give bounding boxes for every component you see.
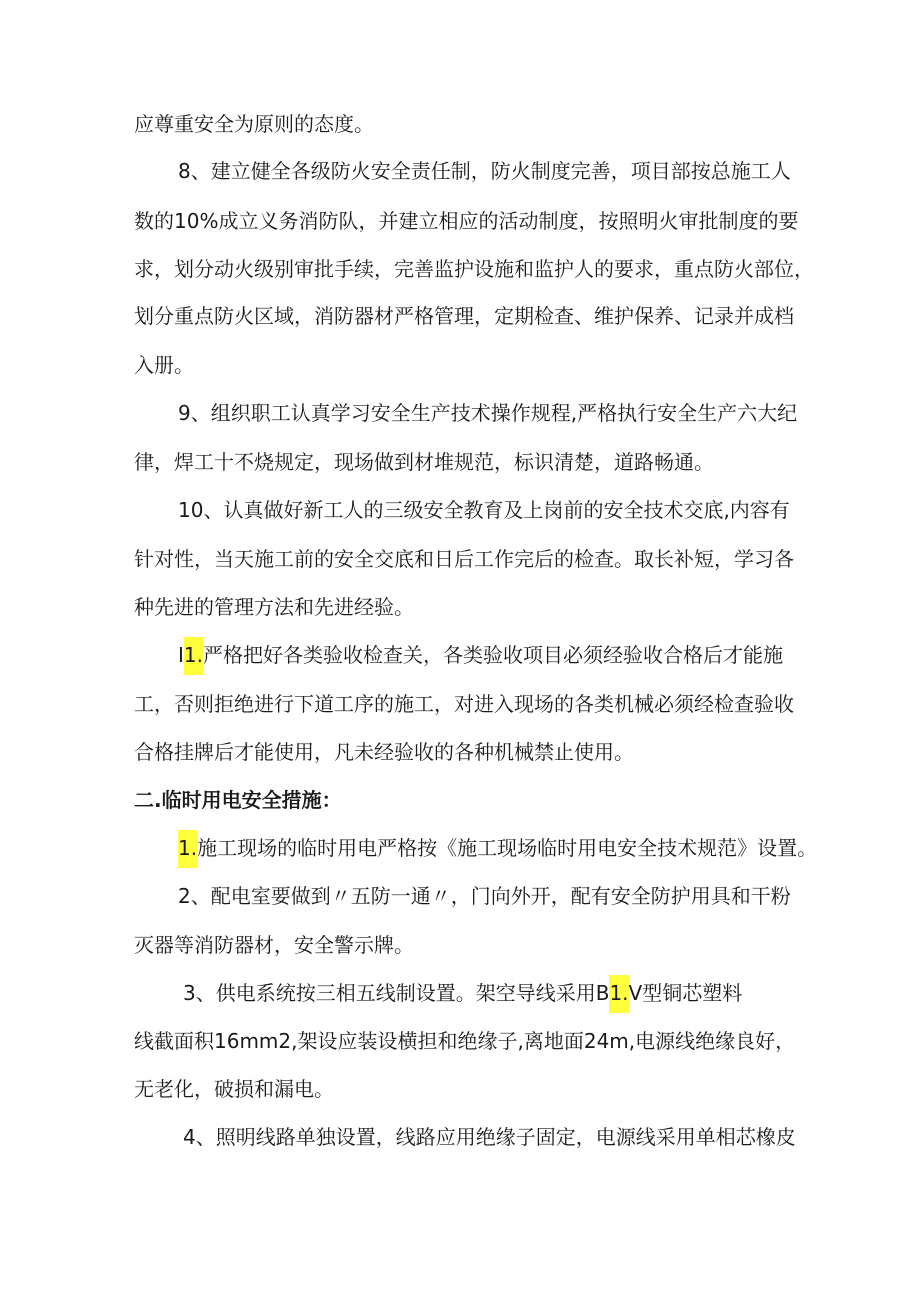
text-line: 8、建立健全各级防火安全责任制，防火制度完善，项目部按总施工人 [178, 159, 791, 183]
line-text: 严格把好各类验收检查关，各类验收项目必须经验收合格后才能施 [203, 643, 783, 667]
text-line: 入册。 [134, 353, 194, 377]
text-line: 应尊重安全为原则的态度。 [134, 112, 374, 136]
section-heading: 二.临时用电安全措施： [134, 788, 342, 812]
line-text: 施工现场的临时用电严格按《施工现场临时用电安全技术规范》设置。 [197, 836, 818, 860]
text-line: 针对性，当天施工前的安全交底和日后工作完后的检查。取长补短，学习各 [134, 547, 794, 571]
highlighted-number: 1. [178, 830, 197, 868]
text-line: 线截面积16mm2,架设应装设横担和绝缘子,离地面24m,电源线绝缘良好， [134, 1029, 796, 1053]
text-line: 求，划分动火级别审批手续，完善监护设施和监护人的要求，重点防火部位， [134, 257, 814, 281]
text-line: 灭器等消防器材，安全警示牌。 [134, 933, 414, 957]
roman-numeral-i: I [178, 643, 184, 667]
text-line: 无老化，破损和漏电。 [134, 1077, 334, 1101]
text-line: 律，焊工十不烧规定，现场做到材堆规范，标识清楚，道路畅通。 [134, 450, 714, 474]
text-line: 数的10%成立义务消防队，并建立相应的活动制度，按照明火审批制度的要 [134, 209, 799, 233]
text-line: 工，否则拒绝进行下道工序的施工，对进入现场的各类机械必须经检查验收 [134, 692, 794, 716]
line-text: V型铜芯塑料 [628, 981, 743, 1005]
text-line: 合格挂牌后才能使用，凡未经验收的各种机械禁止使用。 [134, 740, 634, 764]
line-text: 3、供电系统按三相五线制设置。架空导线采用B [183, 981, 610, 1005]
highlighted-number: 1. [609, 975, 628, 1013]
text-line: 10、认真做好新工人的三级安全教育及上岗前的安全技术交底,内容有 [178, 498, 790, 522]
text-line: 4、照明线路单独设置，线路应用绝缘子固定，电源线采用单相芯橡皮 [183, 1125, 796, 1149]
highlighted-number: 1. [184, 637, 203, 675]
text-line: 2、配电室要做到〃五防一通〃，门向外开，配有安全防护用具和干粉 [178, 884, 791, 908]
text-line: 划分重点防火区域，消防器材严格管理，定期检查、维护保养、记录并成档 [134, 304, 794, 328]
text-line: 种先进的管理方法和先进经验。 [134, 595, 414, 619]
text-line [183, 979, 742, 1007]
text-line [178, 641, 783, 669]
text-line: 9、组织职工认真学习安全生产技术操作规程,严格执行安全生产六大纪 [178, 401, 798, 425]
text-line [178, 834, 817, 862]
